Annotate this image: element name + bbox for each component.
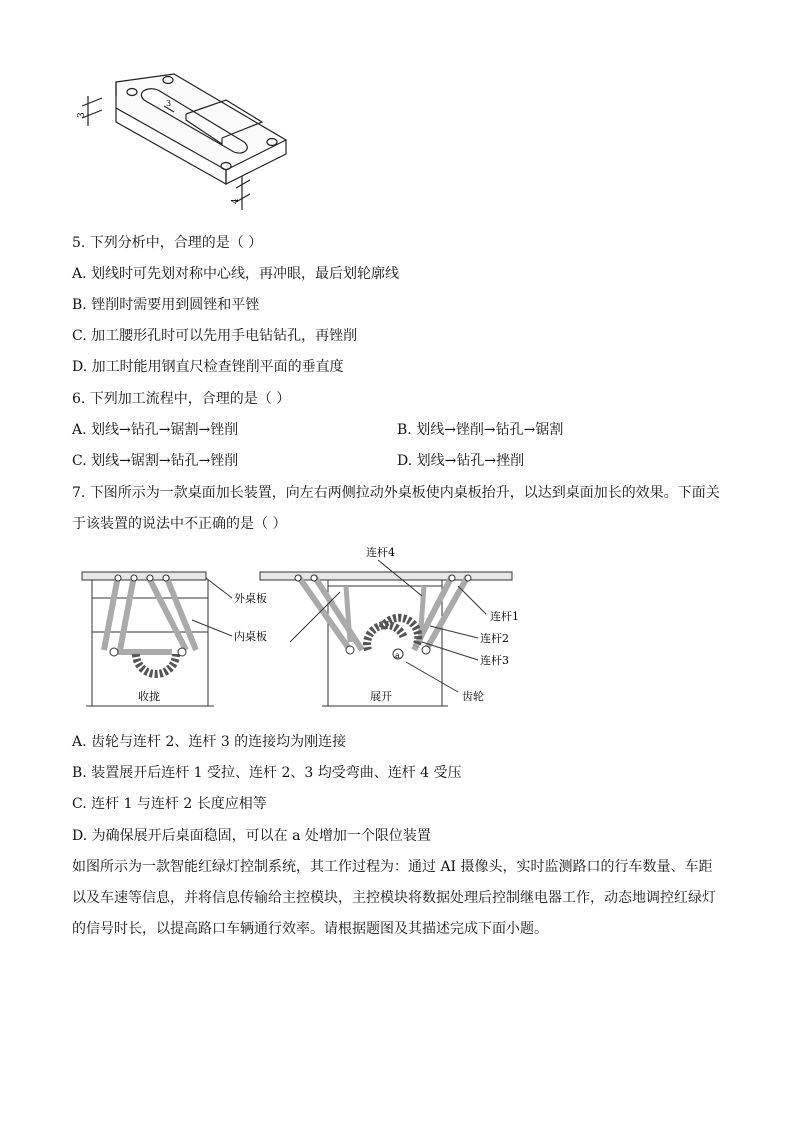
label-link4: 连杆4: [366, 546, 395, 559]
q5-option-d: D. 加工时能用钢直尺检查锉削平面的垂直度: [72, 359, 344, 375]
q7-stem-line1: 7. 下图所示为一款桌面加长装置，向左右两侧拉动外桌板使内桌板抬升，以达到桌面加长的效果。下面关: [72, 485, 720, 501]
dim-slot: 3: [166, 99, 172, 108]
intro-paragraph: 如图所示为一款智能红绿灯控制系统，其工作过程为：通过 AI 摄像头，实时监测路口的行车数量、车距以及车速等信息，并将信息传输给主控模块，主控模块将数据处理后控制继电器工作，动态地调控红绿灯的信号时长，以提高路口车辆通行效率。请根据题图及其描述完成下面小题。: [72, 859, 716, 937]
q5-option-c: C. 加工腰形孔时可以先用手电钻钻孔，再锉削: [72, 328, 358, 344]
q7-stem-line2: 于该装置的说法中不正确的是（ ）: [72, 516, 287, 532]
q6-option-c: C. 划线→锯割→钻孔→锉削: [72, 453, 239, 469]
table-extension-figure: [78, 542, 526, 722]
label-a: a: [395, 651, 400, 660]
label-outer-board: 外桌板: [234, 592, 267, 605]
label-link1: 连杆1: [490, 610, 519, 623]
q6-option-d: D. 划线→钻孔→挫削: [397, 453, 525, 469]
label-gear: 齿轮: [462, 690, 484, 703]
q7-option-b: B. 装置展开后连杆 1 受拉、连杆 2、3 均受弯曲、连杆 4 受压: [72, 765, 462, 781]
dim-left: 3: [77, 112, 87, 118]
label-link3: 连杆3: [480, 654, 509, 667]
label-link2: 连杆2: [480, 632, 509, 645]
q5-stem: 5. 下列分析中，合理的是（ ）: [72, 235, 263, 251]
q7-option-a: A. 齿轮与连杆 2、连杆 3 的连接均为刚连接: [72, 734, 347, 750]
q7-option-d: D. 为确保展开后桌面稳固，可以在 a 处增加一个限位装置: [72, 828, 431, 844]
q6-option-b: B. 划线→锉削→钻孔→锯割: [397, 422, 564, 438]
label-inner-board: 内桌板: [234, 630, 267, 643]
dim-right: 4: [231, 198, 241, 204]
q7-option-c: C. 连杆 1 与连杆 2 长度应相等: [72, 796, 267, 812]
label-expanded: 展开: [370, 690, 392, 703]
workpiece-figure: [76, 70, 296, 218]
q5-option-a: A. 划线时可先划对称中心线，再冲眼，最后划轮廓线: [72, 266, 400, 282]
q6-stem: 6. 下列加工流程中，合理的是（ ）: [72, 391, 291, 407]
q6-option-a: A. 划线→钻孔→锯割→锉削: [72, 422, 239, 438]
label-collapsed: 收拢: [138, 690, 160, 703]
q5-option-b: B. 锉削时需要用到圆锉和平锉: [72, 297, 260, 313]
